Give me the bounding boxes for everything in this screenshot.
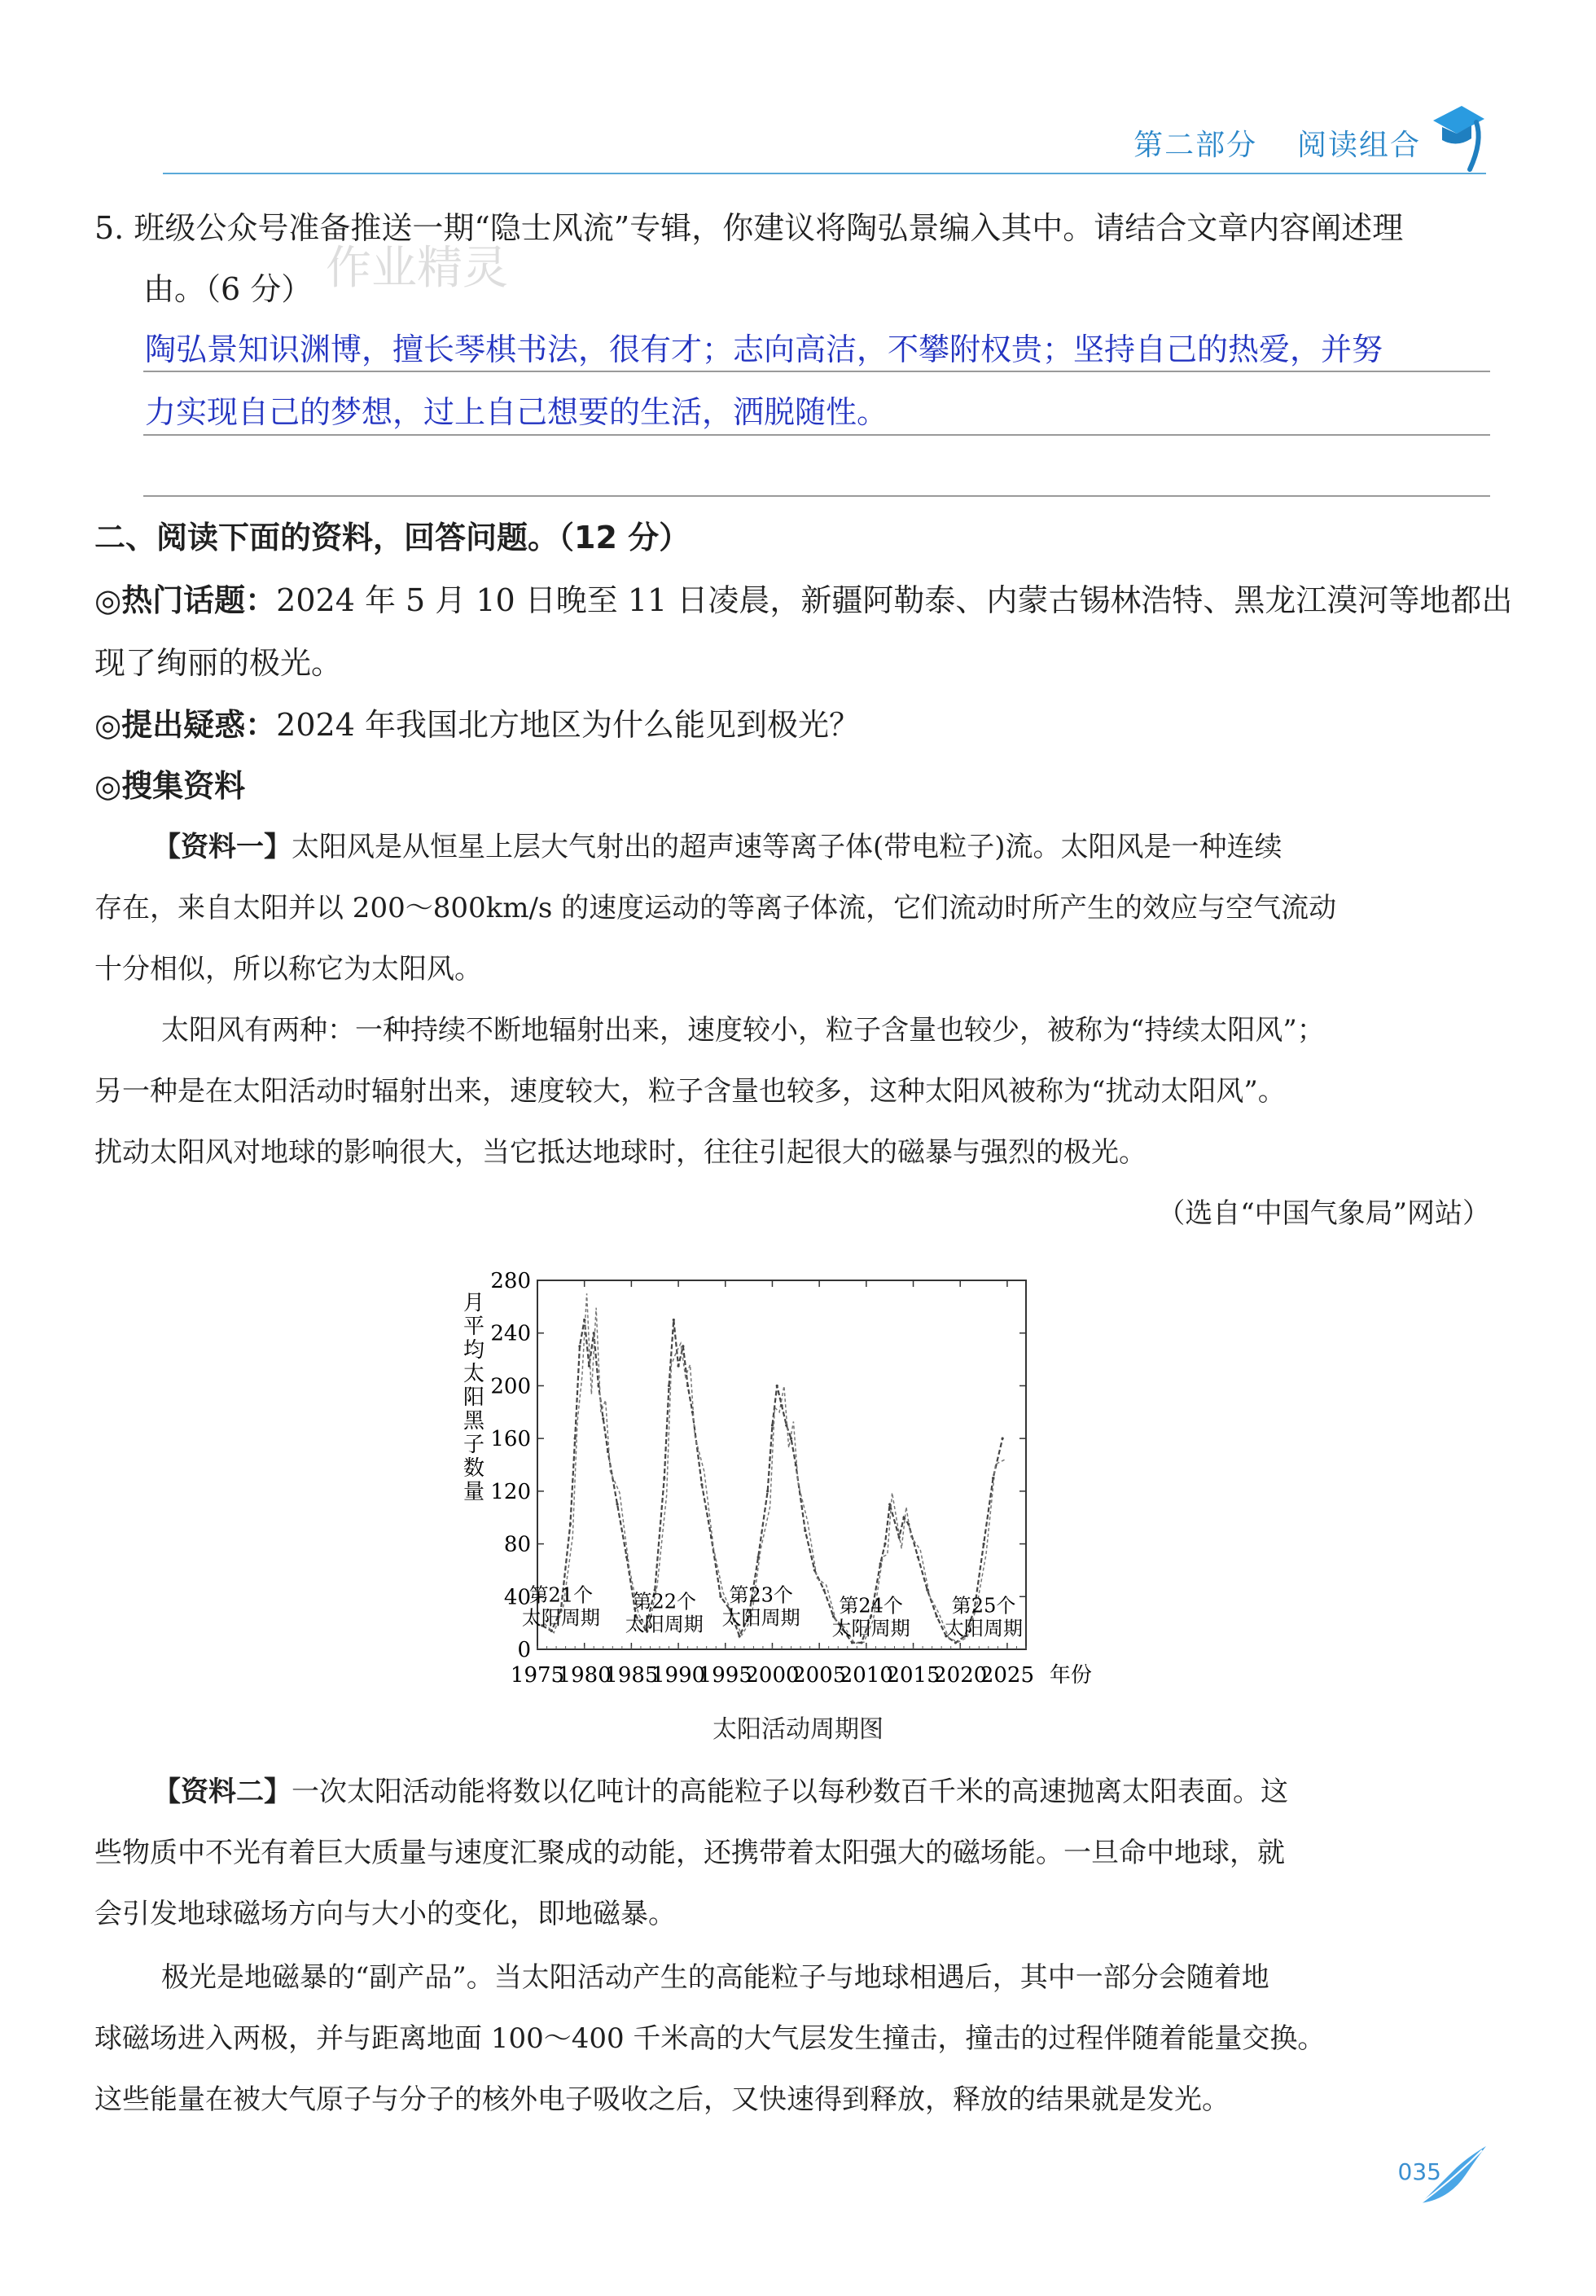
material-1-p2-line-3: 扰动太阳风对地球的影响很大，当它抵达地球时，往往引起很大的磁暴与强烈的极光。 bbox=[94, 1136, 1147, 1169]
chart-point bbox=[673, 1319, 675, 1321]
chart-annotation: 第22个太阳周期 bbox=[625, 1590, 704, 1636]
chart-annotation: 第25个太阳周期 bbox=[945, 1594, 1024, 1640]
chart-y-tick-label: 280 bbox=[490, 1271, 531, 1293]
collect-materials-label: ◎搜集资料 bbox=[94, 768, 246, 804]
chart-y-label-char: 太 bbox=[463, 1362, 485, 1386]
chart-point bbox=[593, 1332, 595, 1334]
watermark: 作业精灵 bbox=[326, 242, 508, 295]
page-number: 035 bbox=[1397, 2158, 1441, 2185]
header-divider bbox=[163, 173, 1486, 174]
chart-point bbox=[668, 1385, 670, 1387]
material-1-text-1: 太阳风是从恒星上层大气射出的超声速等离子体(带电粒子)流。太阳风是一种连续 bbox=[292, 831, 1282, 863]
answer-rule-1 bbox=[143, 371, 1490, 372]
material-2-p2-line-1: 极光是地磁暴的“副产品”。当太阳活动产生的高能粒子与地球相遇后，其中一部分会随着地 bbox=[161, 1961, 1269, 1994]
chart-y-tick-label: 0 bbox=[517, 1638, 531, 1662]
chart-point bbox=[602, 1417, 604, 1420]
hot-topic-line-2: 现了绚丽的极光。 bbox=[94, 645, 343, 681]
chart-point bbox=[1002, 1438, 1004, 1440]
chart-y-label-char: 量 bbox=[463, 1480, 485, 1504]
material-2-text-1: 一次太阳活动能将数以亿吨计的高能粒子以每秒数百千米的高速抛离太阳表面。这 bbox=[292, 1776, 1288, 1808]
chart-point bbox=[851, 1641, 853, 1644]
chart-x-tick-label: 2000 bbox=[745, 1663, 800, 1688]
chart-point bbox=[719, 1596, 721, 1598]
chart-point bbox=[795, 1464, 797, 1466]
chart-point bbox=[888, 1503, 891, 1505]
chart-x-tick-label: 2020 bbox=[933, 1663, 988, 1688]
question-raised bbox=[94, 707, 860, 744]
material-1-line-1 bbox=[153, 831, 1282, 864]
material-1-label: 【资料一】 bbox=[153, 831, 292, 863]
chart-annotation: 第21个太阳周期 bbox=[521, 1583, 600, 1630]
chart-point bbox=[757, 1556, 760, 1558]
chart-caption: 太阳活动周期图 bbox=[712, 1715, 884, 1744]
chart-point bbox=[700, 1483, 703, 1486]
question-raised-text: 2024 年我国北方地区为什么能见到极光？ bbox=[276, 707, 860, 743]
chart-y-label-char: 子 bbox=[463, 1433, 485, 1457]
chart-y-tick-label: 80 bbox=[503, 1532, 531, 1557]
material-1-line-3: 十分相似，所以称它为太阳风。 bbox=[94, 953, 482, 986]
chart-annotation: 第23个太阳周期 bbox=[721, 1583, 800, 1630]
chart-point bbox=[954, 1641, 957, 1644]
chart-point bbox=[804, 1530, 806, 1532]
material-2-label: 【资料二】 bbox=[153, 1776, 292, 1808]
chart-x-tick-label: 2005 bbox=[792, 1663, 847, 1688]
chart-x-tick-label: 1980 bbox=[557, 1663, 612, 1688]
chart-point bbox=[898, 1536, 901, 1539]
material-1-p2-line-2: 另一种是在太阳活动时辐射出来，速度较大，粒子含量也较多，这种太阳风被称为“扰动太阳风”。 bbox=[94, 1075, 1286, 1108]
material-2-line-1 bbox=[153, 1776, 1288, 1809]
chart-point bbox=[860, 1641, 862, 1644]
chart-y-label-char: 月 bbox=[463, 1291, 485, 1315]
chart-x-axis-label: 年份 bbox=[1049, 1663, 1092, 1688]
chart-point bbox=[597, 1385, 599, 1387]
chart-point bbox=[780, 1404, 783, 1407]
chart-x-tick-label: 2015 bbox=[886, 1663, 940, 1688]
chart-point bbox=[790, 1438, 792, 1440]
chart-y-tick-label: 160 bbox=[490, 1427, 531, 1452]
chart-point bbox=[926, 1589, 928, 1591]
question-5-line-1: 5. 班级公众号准备推送一期“隐士风流”专辑，你建议将陶弘景编入其中。请结合文章内容阐述理 bbox=[94, 210, 1404, 246]
chart-point bbox=[907, 1523, 910, 1526]
graduation-cap-icon bbox=[1429, 96, 1486, 173]
chart-point bbox=[766, 1490, 769, 1492]
chart-point bbox=[710, 1536, 712, 1539]
chart-point bbox=[663, 1477, 665, 1479]
feather-icon bbox=[1417, 2142, 1490, 2207]
chart-point bbox=[936, 1615, 938, 1618]
chart-point bbox=[776, 1385, 778, 1387]
chart-y-label-char: 阳 bbox=[463, 1385, 485, 1410]
section-2-title: 二、阅读下面的资料，回答问题。（12 分） bbox=[94, 520, 691, 555]
chart-y-tick-label: 40 bbox=[503, 1585, 531, 1610]
chart-point bbox=[569, 1523, 572, 1526]
header-section: 第二部分 bbox=[1133, 129, 1258, 162]
chart-y-tick-label: 120 bbox=[490, 1479, 531, 1504]
material-1-p2-line-1: 太阳风有两种：一种持续不断地辐射出来，速度较小，粒子含量也较少，被称为“持续太阳风”； bbox=[161, 1014, 1325, 1047]
chart-annotation: 第24个太阳周期 bbox=[831, 1594, 910, 1640]
chart-x-tick-label: 1975 bbox=[510, 1663, 565, 1688]
chart-point bbox=[607, 1451, 609, 1453]
chart-point bbox=[822, 1589, 825, 1591]
chart-point bbox=[682, 1345, 684, 1347]
hot-topic-text-1: 2024 年 5 月 10 日晚至 11 日凌晨，新疆阿勒泰、内蒙古锡林浩特、黑龙江漠河等地都出 bbox=[276, 582, 1513, 618]
answer-rule-3 bbox=[143, 495, 1490, 497]
chart-point bbox=[691, 1411, 694, 1413]
chart-y-tick-label: 240 bbox=[490, 1321, 531, 1346]
chart-point bbox=[982, 1543, 984, 1545]
chart-x-tick-label: 1995 bbox=[698, 1663, 752, 1688]
section-header bbox=[1133, 122, 1421, 164]
sunspot-cycle-chart bbox=[456, 1271, 1140, 1694]
chart-point bbox=[625, 1556, 628, 1558]
material-2-p2-line-2: 球磁场进入两极，并与距离地面 100～400 千米高的大气层发生撞击，撞击的过程伴随着能量交换。 bbox=[94, 2022, 1326, 2055]
material-2-p2-line-3: 这些能量在被大气原子与分子的核外电子吸收之后，又快速得到释放，释放的结果就是发光。 bbox=[94, 2083, 1230, 2116]
chart-point bbox=[574, 1438, 577, 1440]
chart-point bbox=[917, 1556, 919, 1558]
material-2-line-2: 些物质中不光有着巨大质量与速度汇聚成的动能，还携带着太阳强大的磁场能。一旦命中地球，就 bbox=[94, 1837, 1285, 1869]
hot-topic-label: ◎热门话题： bbox=[94, 582, 277, 618]
chart-point bbox=[616, 1503, 618, 1505]
chart-x-tick-label: 1990 bbox=[651, 1663, 706, 1688]
answer-rule-2 bbox=[143, 434, 1490, 436]
chart-point bbox=[879, 1562, 882, 1565]
material-1-source: （选自“中国气象局”网站） bbox=[1157, 1197, 1490, 1230]
chart-point bbox=[785, 1424, 787, 1426]
chart-point bbox=[992, 1477, 994, 1479]
chart-y-label-char: 数 bbox=[463, 1456, 485, 1481]
chart-x-tick-label: 2010 bbox=[839, 1663, 893, 1688]
chart-point bbox=[677, 1365, 679, 1368]
chart-point bbox=[578, 1345, 581, 1347]
chart-point bbox=[686, 1385, 689, 1387]
chart-point bbox=[588, 1365, 590, 1368]
chart-y-tick-label: 200 bbox=[490, 1374, 531, 1399]
chart-point bbox=[902, 1517, 905, 1519]
chart-y-label-char: 黑 bbox=[463, 1409, 485, 1433]
chart-x-tick-label: 2025 bbox=[980, 1663, 1035, 1688]
chart-point bbox=[771, 1424, 774, 1426]
header-subsection: 阅读组合 bbox=[1296, 129, 1421, 162]
answer-line-1: 陶弘景知识渊博，擅长琴棋书法，很有才；志向高洁，不攀附权贵；坚持自己的热爱，并努 bbox=[145, 331, 1383, 367]
material-1-line-2: 存在，来自太阳并以 200～800km/s 的速度运动的等离子体流，它们流动时所产生的效应与空气流动 bbox=[94, 892, 1337, 924]
chart-y-label-char: 平 bbox=[463, 1315, 485, 1339]
chart-point bbox=[884, 1543, 886, 1545]
question-raised-label: ◎提出疑惑： bbox=[94, 707, 277, 743]
hot-topic-line-1 bbox=[94, 582, 1512, 620]
chart-x-tick-label: 1985 bbox=[604, 1663, 659, 1688]
question-5-line-2: 由。（6 分） bbox=[143, 271, 313, 307]
chart-point bbox=[813, 1569, 816, 1571]
chart-y-label-char: 均 bbox=[463, 1338, 485, 1363]
chart-point bbox=[550, 1630, 553, 1632]
chart-y-axis-label bbox=[463, 1291, 485, 1504]
chart-point bbox=[738, 1635, 740, 1637]
material-2-line-3: 会引发地球磁场方向与大小的变化，即地磁暴。 bbox=[94, 1898, 676, 1930]
chart-point bbox=[583, 1319, 585, 1321]
answer-line-2: 力实现自己的梦想，过上自己想要的生活，洒脱随性。 bbox=[145, 394, 888, 430]
